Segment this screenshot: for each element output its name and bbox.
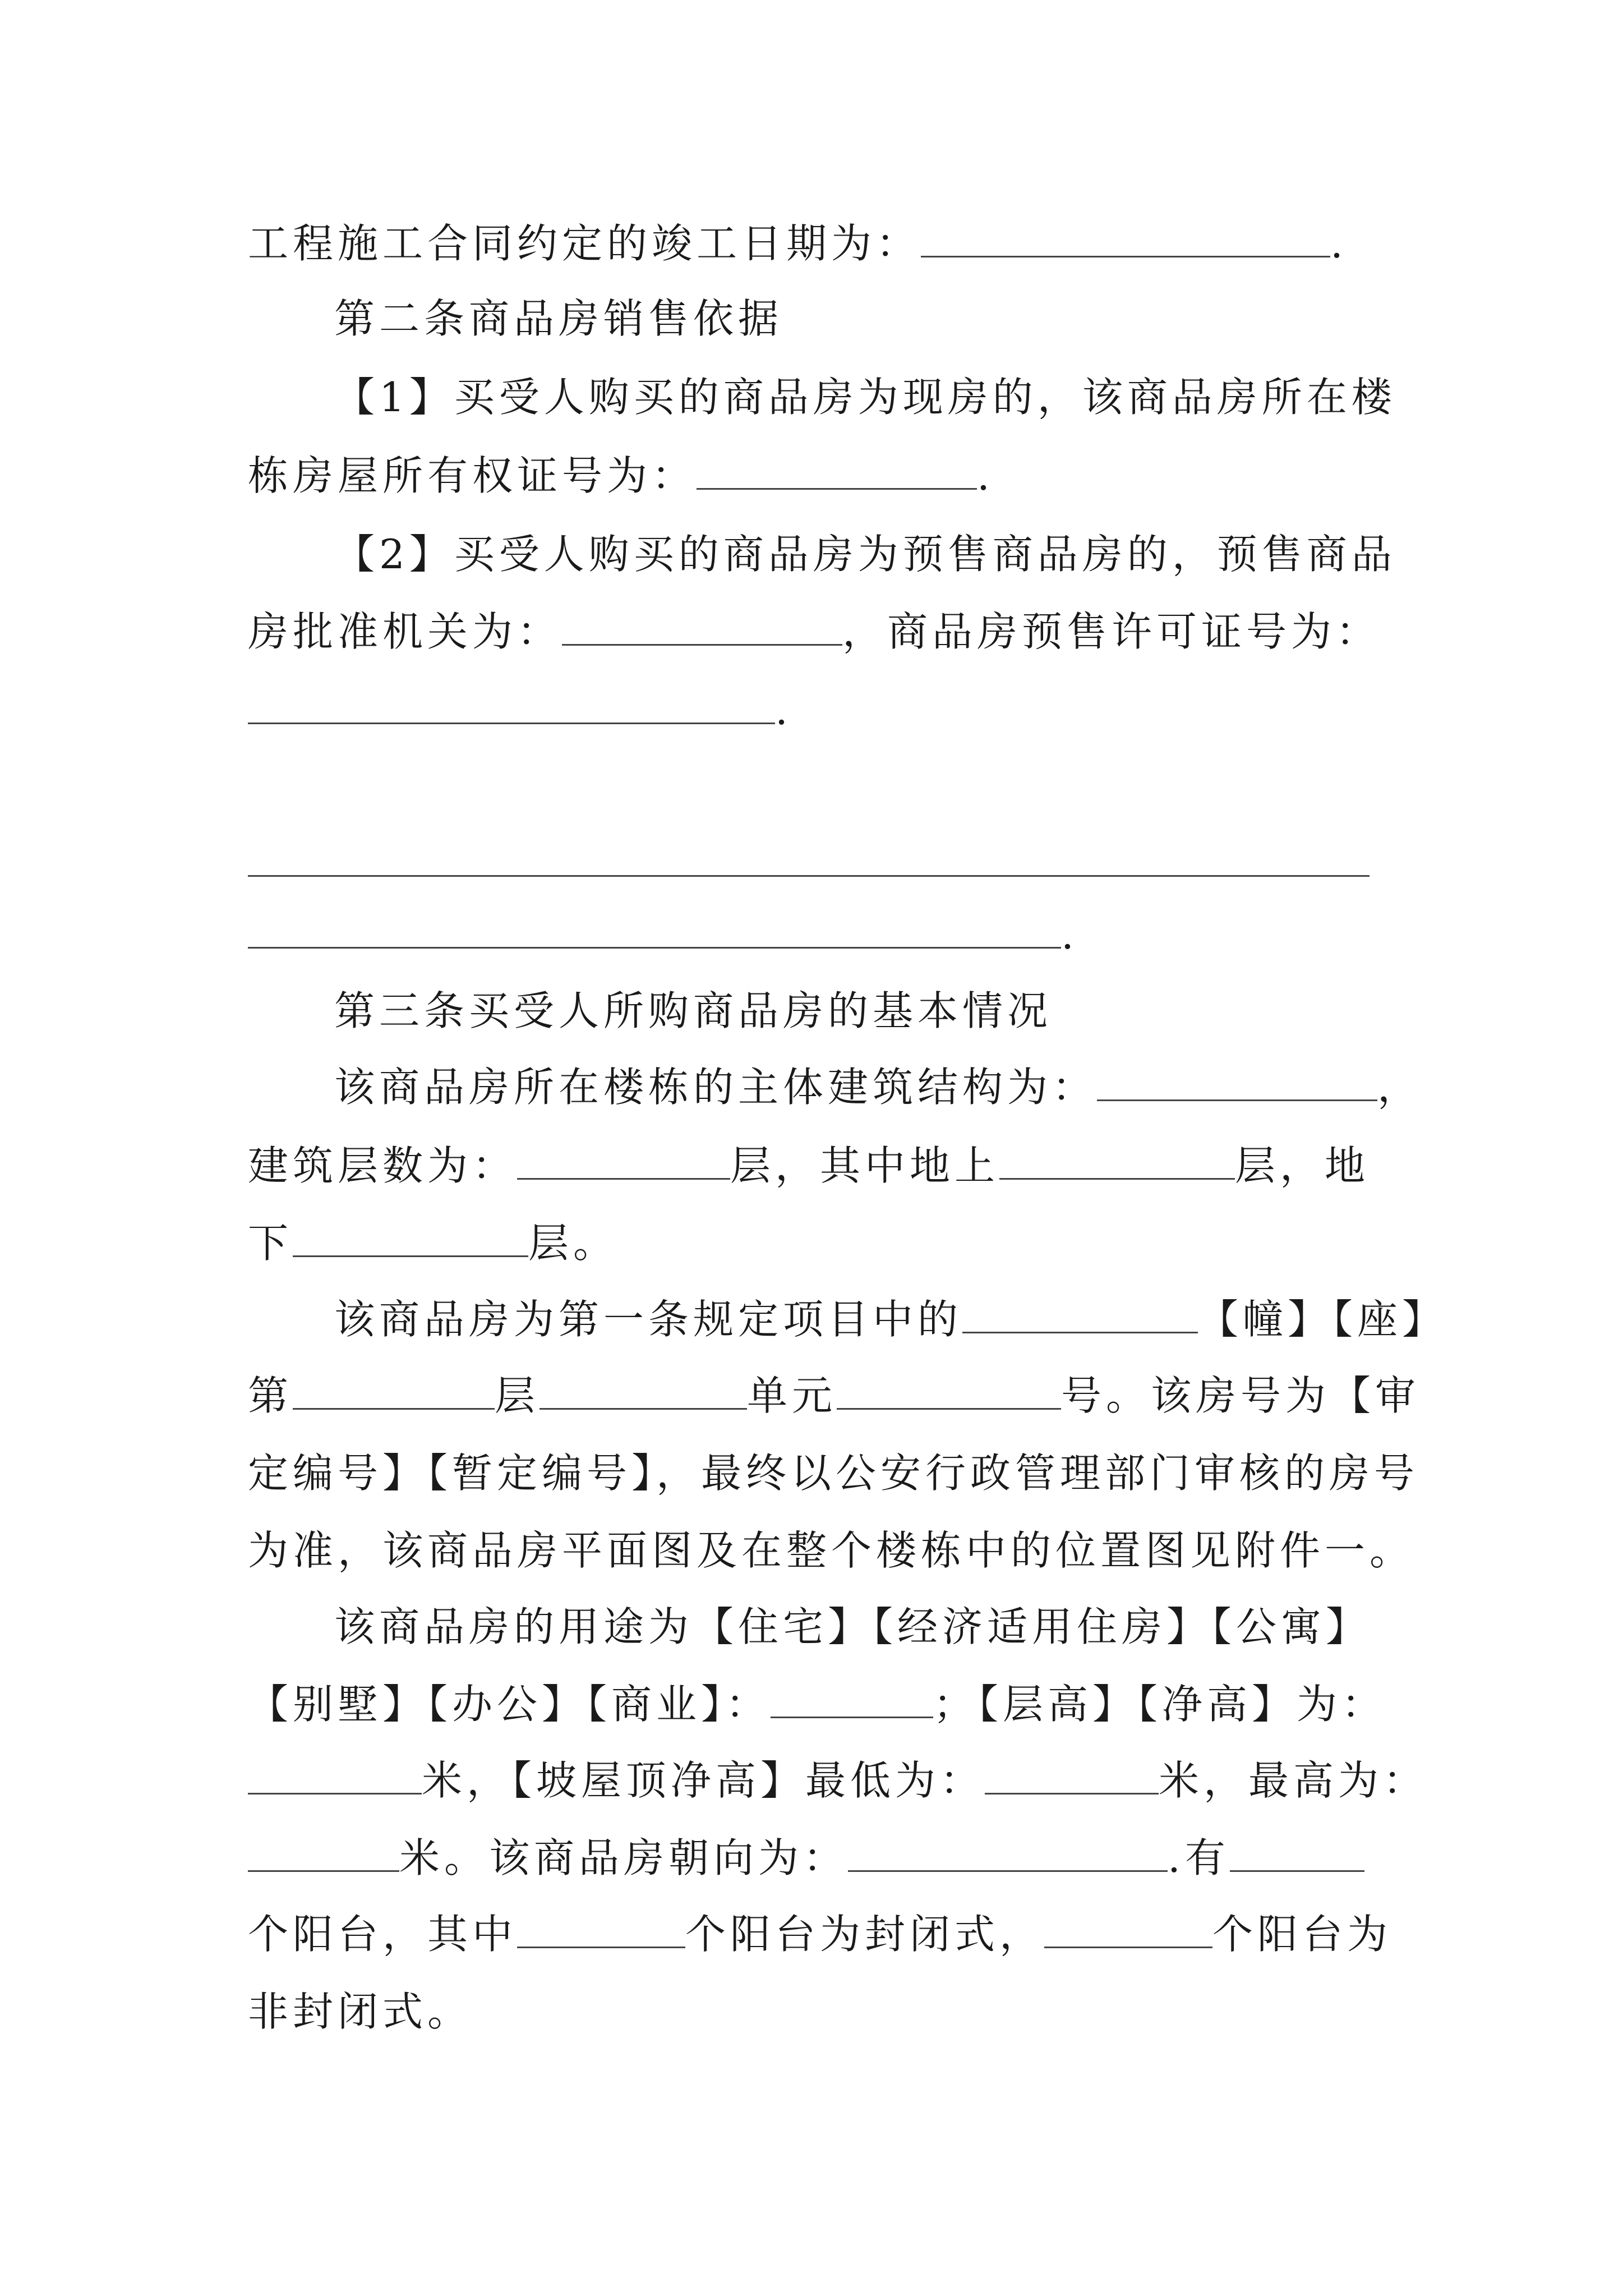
text: 该商品房所在楼栋的主体建筑结构为： xyxy=(334,1064,1098,1111)
blank-field[interactable] xyxy=(697,454,977,490)
blank-field[interactable] xyxy=(921,222,1330,257)
text: 单元 xyxy=(747,1372,837,1419)
text: 米，【坡屋顶净高】最低为： xyxy=(422,1757,985,1804)
text: ；【层高】【净高】为： xyxy=(933,1681,1387,1728)
blank-field[interactable] xyxy=(248,689,775,724)
paragraph-line: 【2】买受人购买的商品房为预售商品房的，预售商品 xyxy=(334,531,1396,578)
line-blank-continuation xyxy=(248,908,1078,961)
blank-field[interactable] xyxy=(837,1374,1061,1410)
text: 工程施工合同约定的竣工日期为： xyxy=(248,220,921,267)
text: 个阳台为 xyxy=(1212,1911,1393,1958)
line-unit-number xyxy=(248,1369,1420,1423)
text: 建筑层数为： xyxy=(248,1142,518,1189)
text: 层。 xyxy=(528,1220,619,1267)
blank-field[interactable] xyxy=(848,1837,1168,1872)
text: ，商品房预售许可证号为： xyxy=(842,608,1381,655)
blank-field[interactable] xyxy=(985,1759,1159,1795)
text: 【幢】【座】 xyxy=(1198,1296,1447,1343)
section-heading-3: 第三条买受人所购商品房的基本情况 xyxy=(334,987,1053,1034)
text: . xyxy=(1061,911,1078,958)
line-completion-date xyxy=(248,217,1348,270)
text: 房批准机关为： xyxy=(248,608,562,655)
paragraph-line: 该商品房的用途为【住宅】【经济适用住房】【公寓】 xyxy=(334,1603,1371,1650)
line-ownership-cert xyxy=(248,449,994,503)
text: 米。该商品房朝向为： xyxy=(399,1834,849,1881)
text: 下 xyxy=(248,1220,293,1267)
blank-field[interactable] xyxy=(248,913,1061,949)
paragraph-line: 定编号】【暂定编号】，最终以公安行政管理部门审核的房号 xyxy=(248,1450,1419,1497)
text: 层，地 xyxy=(1235,1142,1370,1189)
blank-field[interactable] xyxy=(248,1837,399,1872)
line-balconies xyxy=(248,1907,1392,1961)
line-building-number xyxy=(334,1292,1447,1346)
text: . xyxy=(775,687,792,734)
section-heading-2: 第二条商品房销售依据 xyxy=(334,295,783,342)
text: ， xyxy=(1377,1064,1423,1111)
text: 层 xyxy=(495,1372,540,1419)
text: 号。该房号为【审 xyxy=(1061,1372,1421,1419)
blank-field[interactable] xyxy=(248,1759,422,1795)
blank-field[interactable] xyxy=(1097,1066,1377,1101)
text: 【别墅】【办公】【商业】： xyxy=(248,1681,771,1728)
text: 米，最高为： xyxy=(1159,1757,1428,1804)
line-usage xyxy=(248,1677,1386,1731)
line-presale-permit xyxy=(248,683,792,737)
blank-field[interactable] xyxy=(771,1683,933,1718)
line-orientation xyxy=(248,1831,1364,1885)
line-approval-authority xyxy=(248,605,1381,659)
blank-field[interactable] xyxy=(540,1374,747,1410)
paragraph-line: 【1】买受人购买的商品房为现房的，该商品房所在楼 xyxy=(334,374,1396,421)
text: 该商品房为第一条规定项目中的 xyxy=(334,1296,963,1343)
blank-field[interactable] xyxy=(1230,1837,1364,1872)
text: 个阳台为封闭式， xyxy=(685,1911,1045,1958)
line-underground xyxy=(248,1216,618,1270)
blank-rule[interactable] xyxy=(248,875,1370,877)
text: .有 xyxy=(1168,1834,1230,1881)
blank-field[interactable] xyxy=(999,1144,1235,1180)
blank-field[interactable] xyxy=(517,1913,685,1948)
blank-field[interactable] xyxy=(293,1222,528,1257)
blank-field[interactable] xyxy=(1044,1913,1212,1948)
blank-field[interactable] xyxy=(517,1144,730,1180)
blank-field[interactable] xyxy=(293,1374,495,1410)
paragraph-line: 非封闭式。 xyxy=(248,1988,473,2035)
paragraph-line: 为准，该商品房平面图及在整个楼栋中的位置图见附件一。 xyxy=(248,1527,1415,1574)
blank-field[interactable] xyxy=(562,610,842,646)
text: 栋房屋所有权证号为： xyxy=(248,452,697,499)
text: 层，其中地上 xyxy=(730,1142,1000,1189)
text: . xyxy=(1330,220,1348,267)
line-building-structure xyxy=(334,1060,1422,1114)
text: 第 xyxy=(248,1372,293,1419)
text: 个阳台，其中 xyxy=(248,1911,518,1958)
text: . xyxy=(977,452,994,499)
line-ceiling-height xyxy=(248,1754,1428,1807)
line-floor-count xyxy=(248,1139,1370,1193)
blank-field[interactable] xyxy=(962,1298,1198,1333)
